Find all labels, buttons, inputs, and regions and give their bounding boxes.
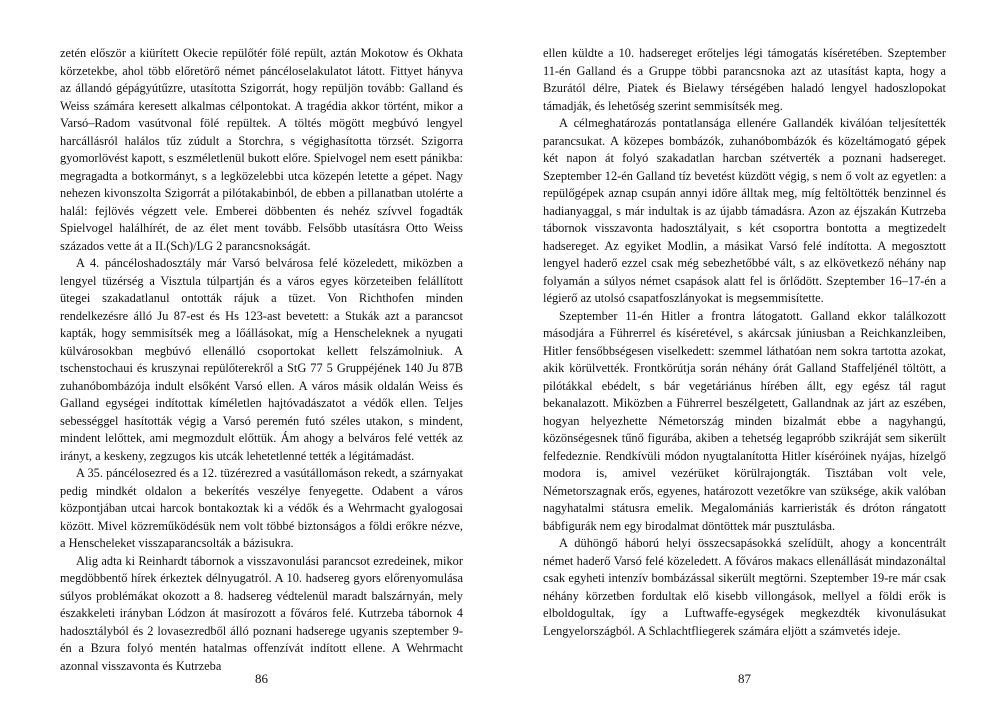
left-page <box>60 45 463 675</box>
left-paragraph-1: zetén először a kiürített Okecie repülőtér fölé repült, aztán Mokotow és Okhata körzetekbe, ahol több előretörő német páncéloselakulatot látott. Fittyet hányva az állandó gépágyútűzre, utasította Szigorrát, hogy repüljön tovább: Galland és Weiss számára keresett alkalmas célpontokat. A tragédia akkor történt, mikor a Varsó–Radom vasútvonal fölé repültek. A töltés mögött megbúvó lengyel harcállásról halálos tűz zúdult a Storchra, s végighasította törzsét. Szigorra gyomorlövést kapott, s eszméletlenül bukott előre. Spielvogel nem esett pánikba: megragadta a botkormányt, s a legközelebbi utca közepén letette a gépet. Nagy nehezen kivonszolta Szigorrát a pilótakabinból, de ebben a pillanatban utolérte a halál: fejlövés végzett vele. Emberei döbbenten és nehéz szívvel fogadták Spielvogel halálhírét, de az élet ment tovább. Felsőbb utasításra Otto Weiss százados vette át a II.(Sch)/LG 2 parancsnokságát. <box>60 46 463 253</box>
right-page <box>543 45 946 640</box>
right-paragraph-3: Szeptember 11-én Hitler a frontra látogatott. Galland ekkor találkozott másodjára a Führerrel és kíséretével, s akárcsak júniusban a Reichkanzleiben, Hitler fensőbbségesen viselkedett: szemmel láthatóan nem sokra tartotta azokat, akik körülvették. Frontkörútja során néhány órát Galland Staffeljénél töltött, a pilótákkal ebédelt, s bár vegetáriánus hírében állt, egy egész tál ragut bekanalazott. Miközben a Führerrel beszélgetett, Gallandnak az járt az eszében, hogyan helyezhette Németország minden bizalmát ebbe a nagyhangú, közönségesnek tűnő figurába, akiben a tehetség legapróbb szikráját sem sikerült felfedeznie. Rendkívüli módon nyugtalanította Hitler kíséróinek nyájas, hízelgő modora is, amivel vezérüket körülrajongták. Tisztában volt vele, Németorszagnak erős, egyenes, határozott vezetőkre van szüksége, akik valóban nagyhatalmi státusra emelik. Megalomániás karrieristák és dróton rángatott bábfigurák nem egy birodalmat döntöttek már pusztulásba. <box>543 308 946 533</box>
right-paragraph-1: ellen küldte a 10. hadsereget erőteljes légi támogatás kíséretében. Szeptember 11-én Galland és a Gruppe többi parancsnoka azt az utasítást kapta, hogy a Bzurától délre, Piatek és Bielawy térségében haladó lengyel hadoszlopokat támadják, és lehetőség szerint semmisítsék meg. <box>543 46 946 113</box>
right-page-number: 87 <box>738 671 751 686</box>
left-paragraph-3: A 35. páncélosezred és a 12. tüzérezred a vasútállomáson rekedt, a szárnyakat pedig mindkét oldalon a bekerítés veszélye fenyegette. Odabent a város központjában utcai harcok bontakoztak ki a védők és a Wehrmacht gyalogosai között. Mivel közreműködésük nem volt többé biztonságos a földi erőkre nézve, a Henscheleket visszaparancsolták a bázisukra. <box>60 466 463 550</box>
left-paragraph-4: Alig adta ki Reinhardt tábornok a visszavonulási parancsot ezredeinek, mikor megdöbbentő hírek érkeztek délnyugatról. A 10. hadsereg gyors előrenyomulása súlyos problémákat okozott a 8. hadsereg védtelenül maradt balszárnyán, mely északkeleti irányban Lódzon át masírozott a főváros felé. Kutrzeba tábornok 4 hadosztályból és 2 lovasezredből álló poznani hadserege ugyanis szeptember 9-én a Bzura folyó mentén hatalmas offenzívát indított ellene. A Wehrmacht azonnal visszavonta és Kutrzeba <box>60 553 463 673</box>
right-paragraph-4: A dühöngő háború helyi összecsapásokká szelídült, ahogy a koncentrált német haderő Varsó felé közeledett. A főváros makacs ellenállását mindazonáltal csak egyheti intenzív bombázással sikerült megtörni. Szeptember 19-re már csak néhány körzetben fordultak elő kisebb villongások, mellyel a földi erők is elboldogultak, így a Luftwaffe-egységek megkezdték kivonulásukat Lengyelországból. A Schlachtfliegerek számára eljött a számvetés ideje. <box>543 536 946 638</box>
left-page-number: 86 <box>255 671 268 686</box>
right-paragraph-2: A célmeghatározás pontatlansága ellenére Gallandék kiválóan teljesítették parancsukat. A közepes bombázók, zuhanóbombázók és közeltámogató gépek két napon át folyó szakadatlan harcban szétverték a poznani hadsereget. Szeptember 12-én Galland tíz bevetést küzdött végig, s nem ő volt az egyetlen: a repülőgépek aznap csupán annyi időre álltak meg, míg feltöltötték benzinnel és hadianyaggal, s már indultak is az újabb támadásra. Azon az éjszakán Kutrzeba tábornok visszavonta hadosztályait, s két csoportra bontotta a megtizedelt hadsereget. Az egyiket Modlin, a másikat Varsó felé indította. A megosztott lengyel haderő ezzel csak még sebezhetőbbé vált, s az elkövetkező néhány nap folyamán a súlyos német csapások alatt fel is őrlődött. Szeptember 16–17-én a légierő az utolsó csapatfoszlányokat is megsemmisítette. <box>543 116 946 305</box>
left-paragraph-2: A 4. páncéloshadosztály már Varsó belvárosa felé közeledett, miközben a lengyel tüzérség a Visztula túlpartján és a város egyes körzeteiben felállított ütegei szakadatlanul ontották rájuk a tüzet. Von Richthofen minden rendelkezésre álló Ju 87-est és Hs 123-ast bevetett: a Stukák azt a parancsot kapták, hogy semmisítsék meg a lőállásokat, míg a Henscheleknek a nyugati külvárosokban megbúvó ellenálló csoportokat kellett felszámolniuk. A tschenstochaui és kruszynai repülőterekről a StG 77 5 Gruppéjének 140 Ju 87B zuhanóbombázója indult elsőként Varsó ellen. A város másik oldalán Weiss és Galland egységei indítottak kíméletlen hajtóvadászatot a védők ellen. Teljes sebességgel hasították végig a Varsó peremén futó széles utakon, s mindent, mindent lelőttek, ami megmozdult előttük. Ám ahogy a belváros felé vették az irányt, a keskeny, zegzugos kis utcák lehetetlenné tették a légitámadást. <box>60 256 463 463</box>
